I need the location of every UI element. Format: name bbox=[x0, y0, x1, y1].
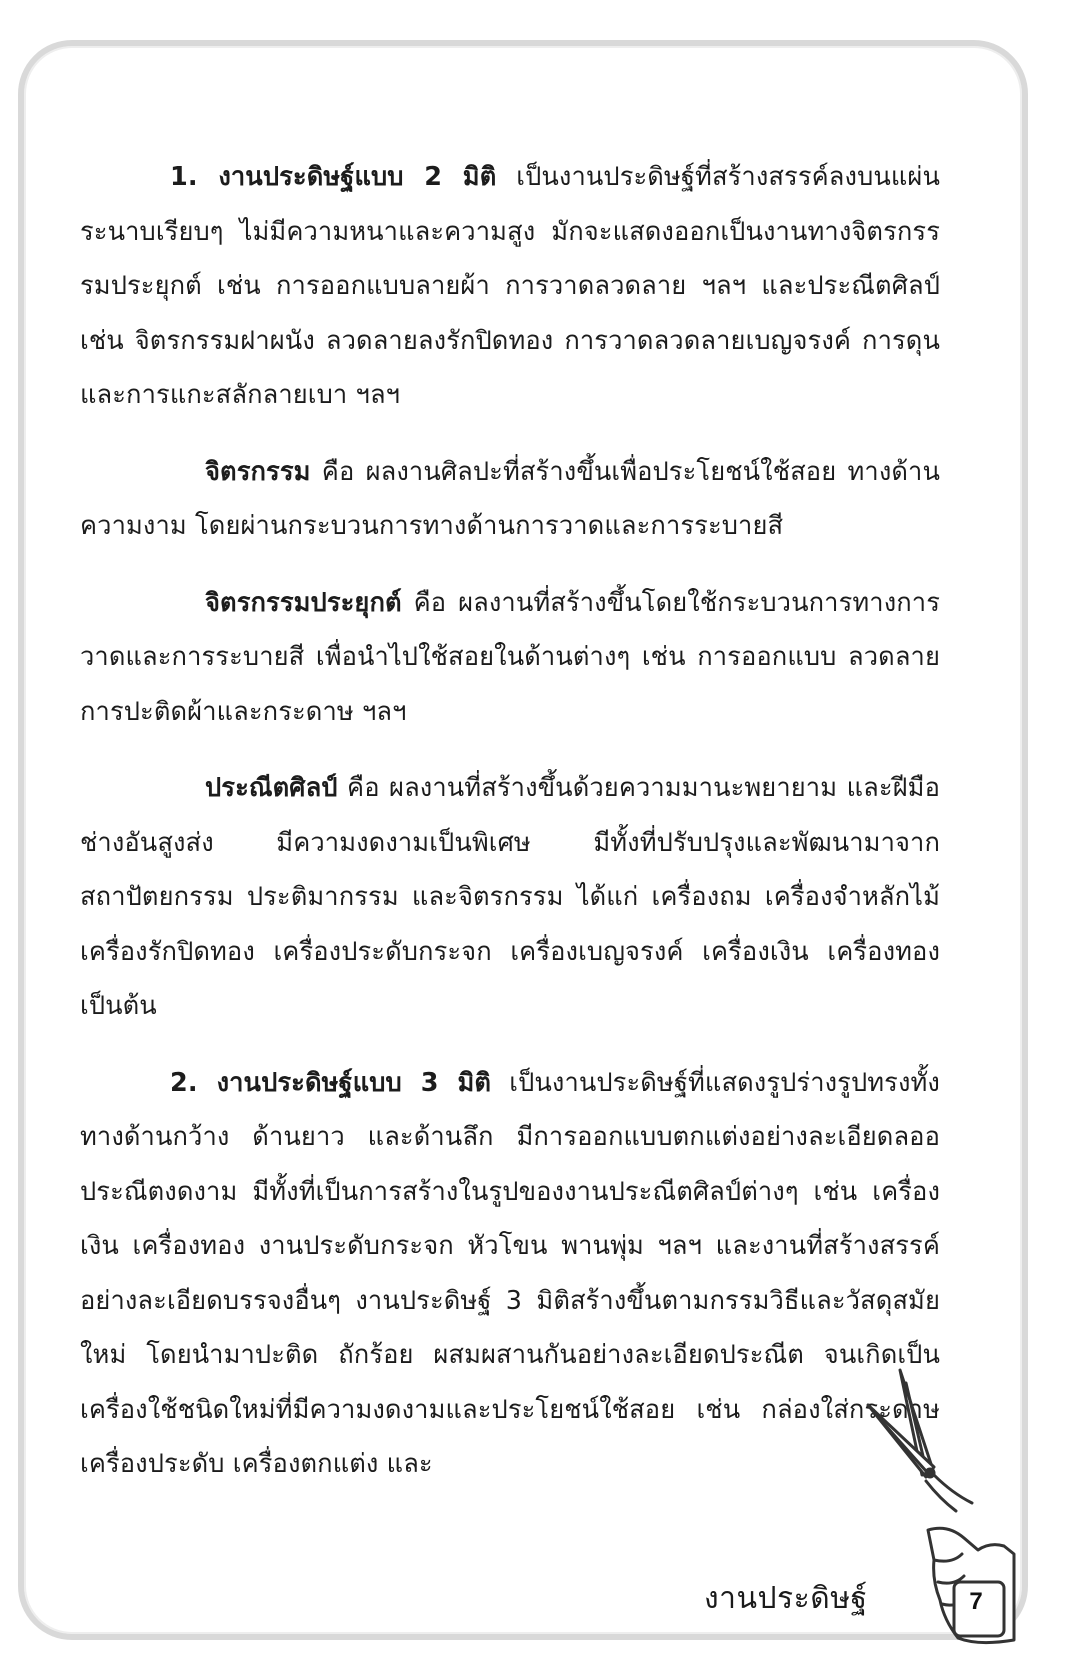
scissors-icon bbox=[860, 1365, 1000, 1515]
footer-title: งานประดิษฐ์ bbox=[704, 1581, 868, 1616]
term-fine-arts: ประณีตศิลป์ bbox=[205, 773, 338, 803]
paragraph-painting bbox=[80, 445, 940, 554]
body-painting: คือ ผลงานศิลปะที่สร้างขึ้นเพื่อประโยชน์ใช้สอย ทางด้านความงาม โดยผ่านกระบวนการทางด้านการวาดและการระบายสี bbox=[80, 456, 940, 541]
paragraph-3d-crafts bbox=[80, 1056, 940, 1492]
term-3d-crafts: 2. งานประดิษฐ์แบบ 3 มิติ bbox=[170, 1067, 492, 1098]
hand-icon bbox=[918, 1520, 1038, 1650]
term-2d-crafts: 1. งานประดิษฐ์แบบ 2 มิติ bbox=[170, 162, 497, 192]
body-applied-painting: คือ ผลงานที่สร้างขึ้นโดยใช้กระบวนการทางการวาดและการระบายสี เพื่อนำไปใช้สอยในด้านต่างๆ เช่น การออกแบบ ลวดลาย การปะติดผ้าและกระดาษ ฯลฯ bbox=[80, 587, 940, 727]
body-2d-crafts: เป็นงานประดิษฐ์ที่สร้างสรรค์ลงบนแผ่นระนาบเรียบๆ ไม่มีความหนาและความสูง มักจะแสดงออกเป็นงานทางจิตรกรรรมประยุกต์ เช่น การออกแบบลายผ้า การวาดลวดลาย ฯลฯ และประณีตศิลป์ เช่น จิตรกรรมฝาผนัง ลวดลายลงรักปิดทอง การวาดลวดลายเบญจรงค์ การดุนและการแกะสลักลายเบา ฯลฯ bbox=[80, 162, 940, 410]
term-applied-painting: จิตรกรรมประยุกต์ bbox=[205, 587, 402, 618]
body-3d-crafts: เป็นงานประดิษฐ์ที่แสดงรูปร่างรูปทรงทั้งทางด้านกว้าง ด้านยาว และด้านลึก มีการออกแบบตกแต่งอย่างละเอียดลออ ประณีตงดงาม มีทั้งที่เป็นการสร้างในรูปของงานประณีตศิลป์ต่างๆ เช่น เครื่องเงิน เครื่องทอง งานประดับกระจก หัวโขน พานพุ่ม ฯลฯ และงานที่สร้างสรรค์อย่างละเอียดบรรจงอื่นๆ งานประดิษฐ์ 3 มิติสร้างขึ้นตามกรรมวิธีและวัสดุสมัยใหม่ โดยนำมาปะติด ถักร้อย ผสมผสานกันอย่างละเอียดประณีต จนเกิดเป็นเครื่องใช้ชนิดใหม่ที่มีความงดงามและประโยชน์ใช้สอย เช่น กล่องใส่กระดาษ เครื่องประดับ เครื่องตกแต่ง และ bbox=[80, 1067, 940, 1479]
paragraph-2d-crafts bbox=[80, 150, 940, 423]
page-content bbox=[80, 150, 940, 1514]
paragraph-fine-arts bbox=[80, 761, 940, 1034]
paragraph-applied-painting bbox=[80, 576, 940, 740]
page-number: 7 bbox=[969, 1588, 983, 1615]
body-fine-arts: คือ ผลงานที่สร้างขึ้นด้วยความมานะพยายาม และฝีมือช่างอันสูงส่ง มีความงดงามเป็นพิเศษ มีทั้งที่ปรับปรุงและพัฒนามาจากสถาปัตยกรรม ประติมากรรม และจิตรกรรม ได้แก่ เครื่องถม เครื่องจำหลักไม้ เครื่องรักปิดทอง เครื่องประดับกระจก เครื่องเบญจรงค์ เครื่องเงิน เครื่องทอง เป็นต้น bbox=[80, 773, 940, 1021]
term-painting: จิตรกรรม bbox=[205, 456, 311, 487]
